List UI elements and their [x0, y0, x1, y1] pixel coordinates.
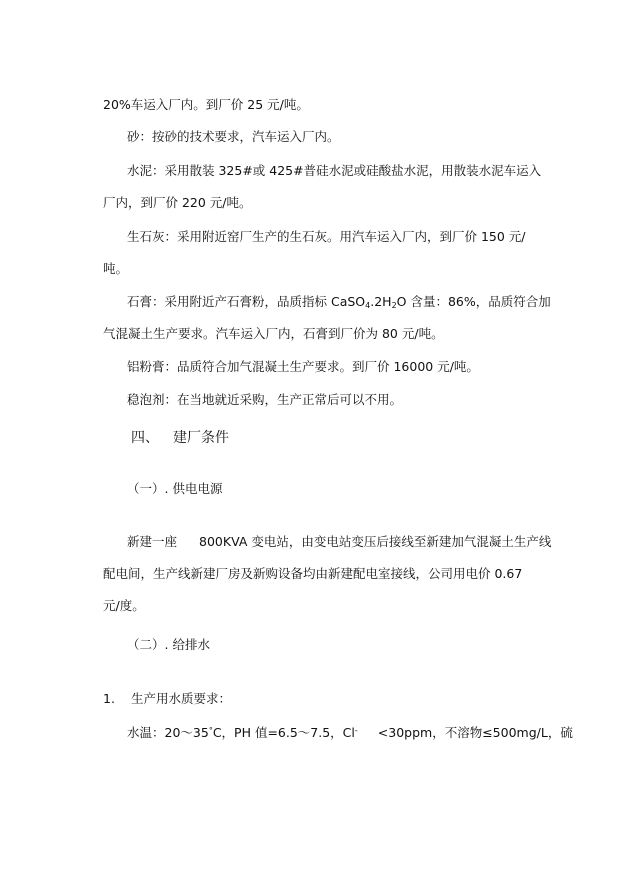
paragraph-sand: 砂：按砂的技术要求，汽车运入厂内。 — [127, 129, 340, 144]
gypsum-text-c: O 含量：86%，品质符合加 — [396, 294, 551, 309]
paragraph-power-line3: 元/度。 — [103, 598, 145, 613]
paragraph-lime-line1: 生石灰：采用附近窑厂生产的生石灰。用汽车运入厂内，到厂价 150 元/ — [127, 229, 526, 244]
water-temp-text-c: <30ppm，不溶物≤500mg/L，硫 — [377, 725, 573, 740]
paragraph-power-line1 — [127, 534, 551, 550]
water-temp-text-b: C，PH 值=6.5～7.5，Cl — [212, 725, 355, 740]
chloride-superscript: - — [354, 726, 358, 735]
power-text-a: 新建一座 — [127, 534, 178, 549]
water-item-title: 生产用水质要求： — [130, 691, 231, 706]
subsection-water-heading: （二）. 给排水 — [127, 637, 210, 652]
paragraph-power-line2: 配电间，生产线新建厂房及新购设备均由新建配电室接线，公司用电价 0.67 — [103, 566, 523, 581]
paragraph-aluminum-paste: 铝粉膏：品质符合加气混凝土生产要求。到厂价 16000 元/吨。 — [127, 359, 479, 374]
paragraph-transport-price: 20%车运入厂内。到厂价 25 元/吨。 — [103, 97, 309, 112]
subsection-power-heading: （一）. 供电电源 — [127, 481, 223, 496]
degree-symbol: ° — [208, 726, 213, 735]
paragraph-water-temperature — [127, 723, 573, 739]
paragraph-foam-stabilizer: 稳泡剂：在当地就近采购，生产正常后可以不用。 — [127, 392, 403, 407]
paragraph-gypsum-line2: 气混凝土生产要求。汽车运入厂内，石膏到厂价为 80 元/吨。 — [103, 326, 444, 341]
paragraph-cement-line2: 厂内，到厂价 220 元/吨。 — [103, 195, 252, 210]
water-item-1 — [103, 691, 231, 707]
paragraph-cement-line1: 水泥：采用散装 325#或 425#普硅水泥或硅酸盐水泥，用散装水泥车运入 — [127, 163, 542, 178]
gypsum-subscript-2: 2 — [391, 301, 397, 310]
gypsum-subscript-4: 4 — [365, 301, 371, 310]
section-four-number: 四、 — [131, 430, 159, 446]
section-four-heading — [131, 430, 229, 446]
water-temp-text-a: 水温：20～35 — [127, 725, 209, 740]
paragraph-lime-line2: 吨。 — [103, 261, 129, 276]
section-four-title: 建厂条件 — [173, 430, 229, 446]
water-item-number: 1. — [103, 691, 115, 706]
power-text-b: 800KVA 变电站，由变电站变压后接线至新建加气混凝土生产线 — [199, 534, 552, 549]
gypsum-text-a: 石膏：采用附近产石膏粉，品质指标 CaSO — [127, 294, 366, 309]
paragraph-gypsum-line1 — [127, 294, 551, 310]
gypsum-text-b: .2H — [370, 294, 392, 309]
